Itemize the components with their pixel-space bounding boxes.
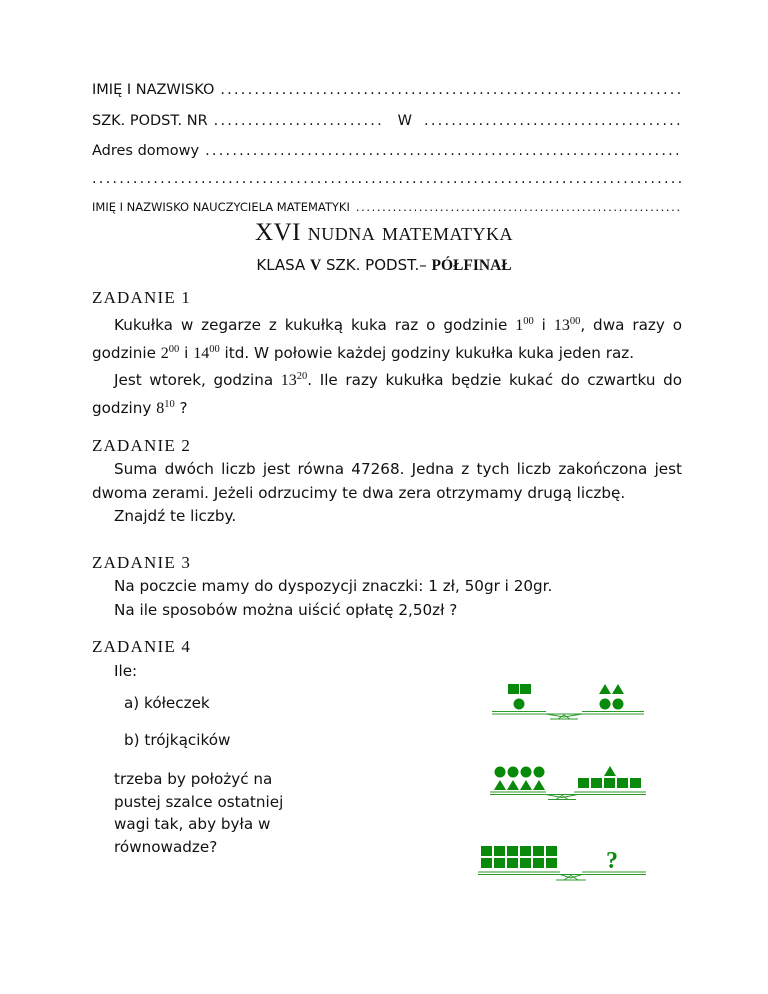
- task3-heading: ZADANIE 3: [92, 553, 192, 572]
- square-shape: [604, 778, 615, 788]
- school-label: SZK. PODST. NR: [92, 113, 208, 129]
- page-title: [0, 219, 768, 247]
- scale1-left-pan-items: [508, 684, 531, 710]
- scale1-right-pan-items: [599, 684, 624, 710]
- square-shape: [533, 846, 544, 856]
- scale3-beam: [478, 872, 646, 880]
- address-label: Adres domowy: [92, 143, 200, 159]
- task1-text: Kukułka w zegarze z kukułką kuka raz o godzinie: [114, 316, 508, 334]
- teacher-fill-dots: [356, 200, 682, 214]
- square-shape: [507, 858, 518, 868]
- scale2-right-pan-items: [578, 766, 641, 788]
- task1-paragraph2: Jest wtorek, godzina $13^{20}$. Ile razy kukułka będzie kukać do czwartku do godziny $8^{10}$ ?: [92, 371, 683, 417]
- square-shape: [481, 846, 492, 856]
- task3-paragraph2: Na ile sposobów można uiścić opłatę 2,50zł ?: [114, 600, 458, 619]
- task4-option-b: b) trójkącików: [124, 731, 231, 749]
- square-shape: [494, 858, 505, 868]
- subtitle-class: V: [310, 257, 322, 274]
- task2-paragraph2: Znajdź te liczby.: [114, 507, 237, 525]
- task1-paragraph1: Kukułka w zegarze z kukułką kuka raz o godzinie $1^{00}$ i $13^{00}$, dwa razy o godzinie $2^{00}$ i $14^{00}$ itd. W połowie każdej godziny kukułka kuka jeden raz.: [92, 316, 683, 362]
- balance-scales-figure: [470, 670, 660, 900]
- address-second-line: [92, 171, 682, 193]
- circle-shape: [600, 699, 611, 710]
- address-fill-dots: [205, 143, 682, 159]
- task4-question: trzeba by położyć na pustej szalce ostatniej wagi tak, aby była w równowadze?: [114, 770, 284, 856]
- scale-1: [492, 684, 644, 719]
- address-second-dots: [92, 171, 682, 187]
- hour-14: $14^{00}$: [193, 343, 220, 362]
- address-field-line: [92, 143, 682, 165]
- page-subtitle: [0, 256, 768, 275]
- square-shape: [630, 778, 641, 788]
- name-fill-dots: [220, 82, 682, 98]
- square-shape: [520, 858, 531, 868]
- hour-1: $1^{00}$: [515, 316, 534, 334]
- square-shape: [481, 858, 492, 868]
- square-shape: [617, 778, 628, 788]
- task4-intro: Ile:: [114, 662, 138, 680]
- task2-paragraph1: Suma dwóch liczb jest równa 47268. Jedna z tych liczb zakończona jest dwoma zerami. Jeżeli odrzucimy te dwa zera otrzymamy drugą liczbę.: [92, 460, 682, 502]
- task4-heading: ZADANIE 4: [92, 637, 192, 656]
- circle-shape: [521, 767, 532, 778]
- unknown-question-mark: ?: [606, 848, 618, 874]
- school-place-dots: [424, 113, 682, 129]
- task1-heading: ZADANIE 1: [92, 288, 192, 307]
- hour-2: $2^{00}$: [160, 343, 180, 362]
- subtitle-stage: PÓŁFINAŁ: [431, 257, 512, 274]
- scale-2: [490, 766, 646, 800]
- task4-option-a: a) kółeczek: [124, 694, 210, 712]
- square-shape: [520, 846, 531, 856]
- square-shape: [494, 846, 505, 856]
- teacher-label: IMIĘ I NAZWISKO NAUCZYCIELA MATEMATYKI: [92, 200, 350, 214]
- scale2-beam: [490, 792, 646, 800]
- task3-paragraph1: Na poczcie mamy do dyspozycji znaczki: 1 zł, 50gr i 20gr.: [114, 577, 553, 595]
- scale3-left-pan-items: [481, 846, 557, 868]
- triangle-shape: [612, 684, 624, 694]
- square-shape: [507, 846, 518, 856]
- triangle-shape: [520, 780, 532, 790]
- subtitle-mid: SZK. PODST.–: [326, 256, 427, 274]
- school-number-dots: [214, 113, 384, 129]
- square-shape: [546, 858, 557, 868]
- scale2-left-pan-items: [494, 767, 545, 791]
- circle-shape: [613, 699, 624, 710]
- name-field-line: [92, 82, 682, 104]
- hour-13: $13^{00}$: [553, 316, 581, 334]
- task2-heading: ZADANIE 2: [92, 436, 192, 455]
- circle-shape: [514, 699, 525, 710]
- task2-body: [92, 458, 682, 529]
- title-roman: XVI: [255, 219, 301, 246]
- school-field-line: [92, 113, 682, 135]
- square-shape: [508, 684, 519, 694]
- triangle-shape: [507, 780, 519, 790]
- triangle-shape: [604, 766, 616, 776]
- scale-3: [478, 846, 646, 880]
- hour-8-10: $8^{10}$: [156, 398, 175, 417]
- triangle-shape: [494, 780, 506, 790]
- task3-body: [92, 575, 682, 622]
- triangle-shape: [533, 780, 545, 790]
- task1-body: [92, 310, 682, 420]
- hour-13-20: $13^{20}$: [280, 371, 308, 389]
- square-shape: [520, 684, 531, 694]
- circle-shape: [534, 767, 545, 778]
- square-shape: [578, 778, 589, 788]
- title-text: nudna matematyka: [307, 219, 513, 246]
- subtitle-prefix: KLASA: [256, 256, 306, 274]
- circle-shape: [508, 767, 519, 778]
- square-shape: [533, 858, 544, 868]
- square-shape: [591, 778, 602, 788]
- square-shape: [546, 846, 557, 856]
- scale1-beam: [492, 712, 644, 720]
- name-label: IMIĘ I NAZWISKO: [92, 82, 215, 98]
- circle-shape: [495, 767, 506, 778]
- school-w-label: W: [397, 113, 413, 129]
- triangle-shape: [599, 684, 611, 694]
